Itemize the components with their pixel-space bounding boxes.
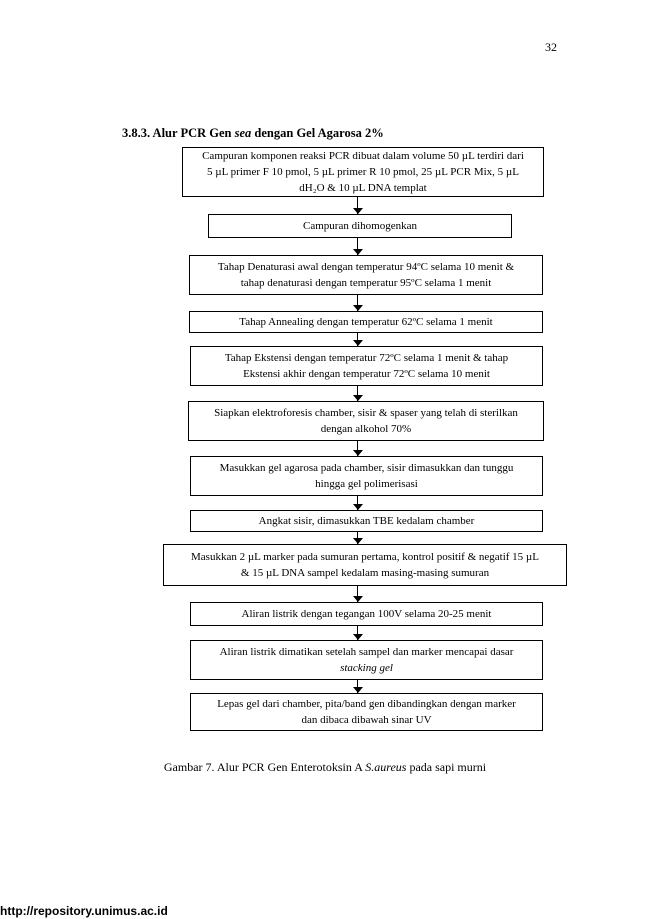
step-8-box bbox=[190, 510, 543, 532]
page-number: 32 bbox=[545, 40, 557, 54]
arrow-10 bbox=[353, 626, 363, 640]
arrow-8 bbox=[353, 532, 363, 544]
step-1-line-2: 5 µL primer F 10 pmol, 5 µL primer R 10 pmol, 25 µL PCR Mix, 5 µL bbox=[207, 166, 519, 178]
arrow-9 bbox=[353, 586, 363, 602]
step-2-box bbox=[208, 214, 512, 238]
arrow-1 bbox=[353, 197, 363, 214]
step-11-line-1: Aliran listrik dimatikan setelah sampel dan marker mencapai dasar bbox=[219, 646, 514, 658]
step-1-line-3: dH₂O & 10 µL DNA templat bbox=[299, 182, 427, 194]
step-5-box bbox=[190, 346, 543, 386]
step-1-line-1: Campuran komponen reaksi PCR dibuat dalam volume 50 µL terdiri dari bbox=[202, 150, 524, 162]
step-2-line-1: Campuran dihomogenkan bbox=[303, 220, 417, 232]
arrow-2 bbox=[353, 238, 363, 255]
step-3-line-1: Tahap Denaturasi awal dengan temperatur 94ºC selama 10 menit & bbox=[217, 261, 515, 273]
step-1-box bbox=[182, 147, 544, 197]
step-5-line-2: Ekstensi akhir dengan temperatur 72ºC selama 10 menit bbox=[243, 368, 490, 380]
arrow-4 bbox=[353, 333, 363, 346]
step-11-box bbox=[190, 640, 543, 680]
step-6-line-1: Siapkan elektroforesis chamber, sisir & spaser yang telah di sterilkan bbox=[214, 407, 518, 419]
step-8-line-1: Angkat sisir, dimasukkan TBE kedalam chamber bbox=[258, 515, 475, 527]
step-12-line-1: Lepas gel dari chamber, pita/band gen dibandingkan dengan marker bbox=[217, 698, 516, 710]
step-9-line-1: Masukkan 2 µL marker pada sumuran pertama, kontrol positif & negatif 15 µL bbox=[191, 551, 539, 563]
step-3-box bbox=[189, 255, 543, 295]
arrow-7 bbox=[353, 496, 363, 510]
step-7-line-1: Masukkan gel agarosa pada chamber, sisir dimasukkan dan tunggu bbox=[219, 462, 514, 474]
caption-prefix: Gambar 7. Alur PCR Gen Enterotoksin A bbox=[163, 760, 366, 774]
step-4-box bbox=[189, 311, 543, 333]
caption-suffix: pada sapi murni bbox=[406, 760, 487, 774]
arrow-3 bbox=[353, 295, 363, 311]
heading-suffix: dengan Gel Agarosa 2% bbox=[251, 126, 384, 140]
step-3-line-2: tahap denaturasi dengan temperatur 95ºC selama 1 menit bbox=[240, 277, 492, 289]
step-7-line-2: hingga gel polimerisasi bbox=[315, 478, 418, 490]
step-11-line-2: stacking gel bbox=[340, 662, 393, 674]
step-12-box bbox=[190, 693, 543, 731]
heading-italic: sea bbox=[234, 126, 252, 140]
step-9-box bbox=[163, 544, 567, 586]
step-4-line-1: Tahap Annealing dengan temperatur 62ºC selama 1 menit bbox=[239, 316, 493, 328]
step-9-line-2: & 15 µL DNA sampel kedalam masing-masing sumuran bbox=[240, 567, 490, 579]
step-7-box bbox=[190, 456, 543, 496]
arrow-6 bbox=[353, 441, 363, 456]
caption-italic: S.aureus bbox=[365, 760, 407, 774]
step-12-line-2: dan dibaca dibawah sinar UV bbox=[301, 714, 432, 726]
arrow-11 bbox=[353, 680, 363, 693]
heading-prefix: 3.8.3. Alur PCR Gen bbox=[122, 126, 235, 140]
step-10-box bbox=[190, 602, 543, 626]
step-6-line-2: dengan alkohol 70% bbox=[320, 423, 412, 435]
step-5-line-1: Tahap Ekstensi dengan temperatur 72ºC selama 1 menit & tahap bbox=[224, 352, 509, 364]
step-6-box bbox=[188, 401, 544, 441]
step-10-line-1: Aliran listrik dengan tegangan 100V selama 20-25 menit bbox=[241, 608, 492, 620]
figure-caption bbox=[0, 760, 650, 775]
arrow-5 bbox=[353, 386, 363, 401]
footer-url[interactable]: http://repository.unimus.ac.id bbox=[0, 904, 168, 918]
section-heading bbox=[122, 126, 384, 141]
